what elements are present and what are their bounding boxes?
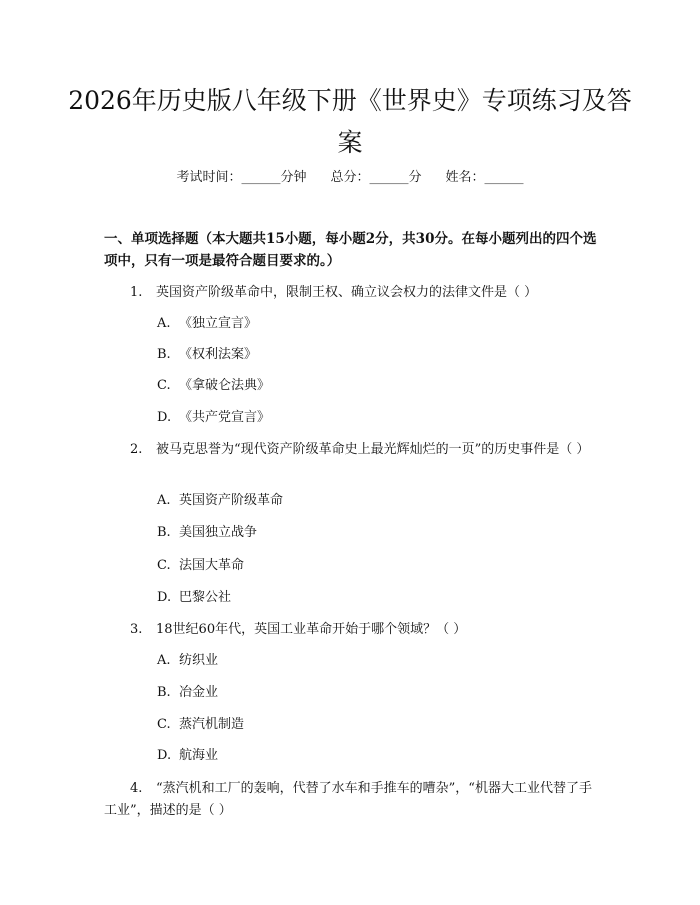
exam-info-line xyxy=(0,168,700,188)
option-letter: C. xyxy=(157,558,171,573)
option-letter: A. xyxy=(157,493,171,508)
question-1 xyxy=(104,282,604,304)
exam-time-field: 考试时间：______分钟 xyxy=(176,170,307,185)
question-2-option-a xyxy=(157,491,283,511)
question-2 xyxy=(104,439,604,461)
option-text: 冶金业 xyxy=(179,685,219,700)
question-3-option-b xyxy=(157,683,218,703)
option-letter: D. xyxy=(157,590,172,605)
question-text: 英国资产阶级革命中，限制王权、确立议会权力的法律文件是（ ） xyxy=(156,285,538,300)
question-number: 3. xyxy=(130,622,143,637)
option-text: 《拿破仑法典》 xyxy=(179,378,271,393)
question-number: 4. xyxy=(130,781,143,796)
student-name-field: 姓名：______ xyxy=(445,170,524,185)
option-text: 《共产党宣言》 xyxy=(179,410,271,425)
option-letter: B. xyxy=(157,685,171,700)
question-text: “蒸汽机和工厂的轰响，代替了水车和手推车的嘈杂”，“机器大工业代替了手工业”，描述的是（ ） xyxy=(104,781,592,818)
option-text: 航海业 xyxy=(179,748,219,763)
question-2-option-b xyxy=(157,523,257,543)
option-text: 美国独立战争 xyxy=(179,525,258,540)
question-1-option-a xyxy=(157,314,257,334)
question-4 xyxy=(104,778,604,822)
option-text: 纺织业 xyxy=(179,653,219,668)
question-text: 被马克思誉为“现代资产阶级革命史上最光辉灿烂的一页”的历史事件是（ ） xyxy=(156,442,590,457)
section-heading: 一、单项选择题（本大题共15小题，每小题2分，共30分。在每小题列出的四个选项中，只有一项是最符合题目要求的。） xyxy=(104,231,597,269)
question-1-option-b xyxy=(157,345,257,365)
option-letter: A. xyxy=(157,653,171,668)
option-text: 《独立宣言》 xyxy=(179,316,258,331)
option-letter: D. xyxy=(157,748,172,763)
question-2-option-c xyxy=(157,556,244,576)
question-3-option-c xyxy=(157,715,244,735)
question-text: 18世纪60年代，英国工业革命开始于哪个领域？（ ） xyxy=(156,622,467,637)
option-letter: C. xyxy=(157,378,171,393)
question-3-option-a xyxy=(157,651,218,671)
option-letter: A. xyxy=(157,316,171,331)
option-letter: B. xyxy=(157,347,171,362)
option-text: 英国资产阶级革命 xyxy=(179,493,284,508)
document-title: 2026年历史版八年级下册《世界史》专项练习及答案 xyxy=(68,86,632,157)
option-letter: D. xyxy=(157,410,172,425)
option-text: 法国大革命 xyxy=(179,558,245,573)
option-text: 蒸汽机制造 xyxy=(179,717,245,732)
question-3-option-d xyxy=(157,746,218,766)
question-3 xyxy=(104,619,604,641)
option-text: 巴黎公社 xyxy=(179,590,232,605)
option-letter: B. xyxy=(157,525,171,540)
question-number: 2. xyxy=(130,442,143,457)
option-text: 《权利法案》 xyxy=(179,347,258,362)
question-2-option-d xyxy=(157,588,231,608)
option-letter: C. xyxy=(157,717,171,732)
total-score-field: 总分：______分 xyxy=(330,170,422,185)
question-1-option-c xyxy=(157,376,270,396)
question-1-option-d xyxy=(157,408,270,428)
question-number: 1. xyxy=(130,285,143,300)
